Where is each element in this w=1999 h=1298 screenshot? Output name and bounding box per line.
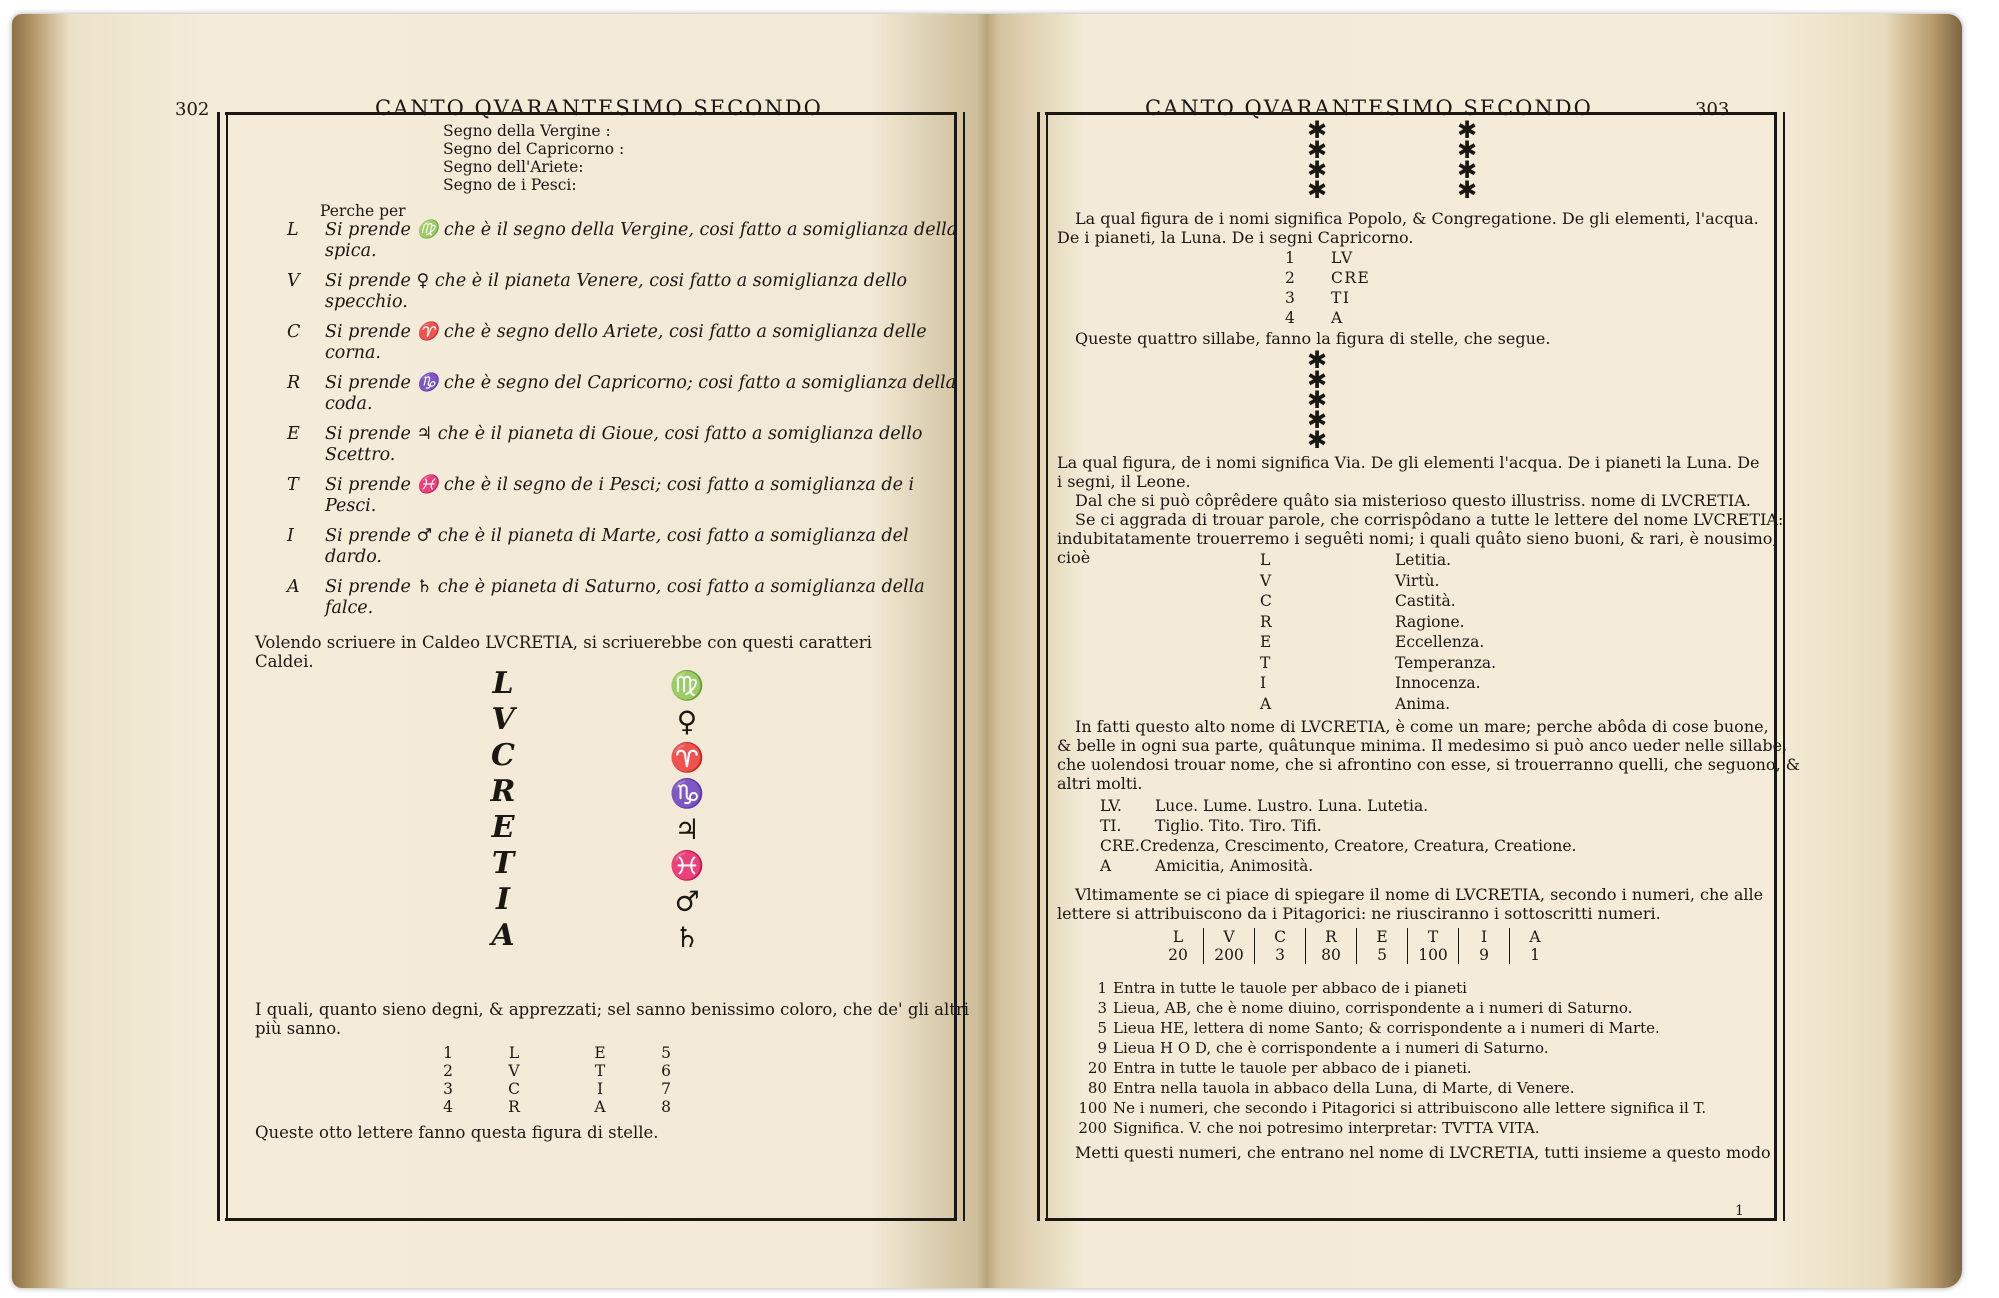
virtue-row bbox=[1260, 694, 1496, 715]
sign-aries: Segno dell'Ariete: bbox=[443, 158, 584, 176]
row-letter: I bbox=[596, 1080, 604, 1098]
virtue-row bbox=[1260, 673, 1496, 694]
letter-cell: T bbox=[1408, 928, 1459, 946]
right-frame-rule-right bbox=[1774, 112, 1785, 1221]
number-cell: 20 bbox=[1168, 946, 1188, 964]
number-cell: 3 bbox=[1255, 946, 1306, 964]
entry-line-cont: falce. bbox=[325, 598, 374, 618]
syllable-key: CRE. bbox=[1100, 837, 1140, 855]
right-running-title: CANTO QVARANTESIMO SECONDO bbox=[1145, 96, 1593, 120]
syllable-word-row bbox=[1100, 856, 1576, 876]
lucretia-letter: T bbox=[491, 846, 515, 881]
virtue-word: Innocenza. bbox=[1395, 674, 1481, 692]
chaldean-char: ♀ bbox=[676, 705, 698, 738]
star-mark: ✱ bbox=[1307, 386, 1328, 414]
star-mark: ✱ bbox=[1457, 116, 1478, 144]
entry-line-cont: dardo. bbox=[325, 547, 382, 567]
metti-line: Metti questi numeri, che entrano nel nome di LVCRETIA, tutti insieme a questo modo bbox=[1075, 1143, 1771, 1162]
virtue-row bbox=[1260, 632, 1496, 653]
infatti-line-2: & belle in ogni sua parte, quâtunque minima. Il medesimo si può anco ueder nelle sillabe, bbox=[1057, 736, 1788, 755]
infatti-line-3: che uolendosi trouar nome, che si afrontino con esse, si trouerranno quelli, che seguono, & bbox=[1057, 755, 1800, 774]
virtue-letter: V bbox=[1260, 571, 1272, 590]
virtue-letter: I bbox=[1260, 674, 1267, 692]
chaldean-characters bbox=[667, 668, 707, 956]
entry-line: Si prende ♃ che è il pianeta di Gioue, cosi fatto a somiglianza dello bbox=[325, 424, 923, 444]
lucretia-vertical bbox=[483, 666, 523, 954]
queste-quattro: Queste quattro sillabe, fanno la figura di stelle, che segue. bbox=[1075, 329, 1551, 348]
chaldean-char: ♍ bbox=[669, 669, 705, 702]
right-running-head bbox=[1045, 74, 1777, 120]
explanation-text: Entra in tutte le tauole per abbaco de i pianeti bbox=[1113, 979, 1467, 997]
table-row bbox=[1153, 928, 1560, 946]
entry-line: Si prende ♈ che è segno dello Ariete, cosi fatto a somiglianza delle bbox=[325, 322, 927, 342]
entry-line: Si prende ♓ che è il segno de i Pesci; cosi fatto a somiglianza de i bbox=[325, 475, 915, 495]
entry-line-cont: Scettro. bbox=[325, 445, 396, 465]
right-page-number: 303 bbox=[1695, 99, 1730, 120]
virtue-letter: E bbox=[1260, 633, 1272, 651]
syllable-words-text: Credenza, Crescimento, Creatore, Creatura, Creatione. bbox=[1140, 837, 1577, 855]
lucretia-letter: V bbox=[491, 702, 515, 737]
virtue-row bbox=[1260, 653, 1496, 674]
virtue-word: Anima. bbox=[1395, 694, 1450, 713]
star-mark: ✱ bbox=[1307, 156, 1328, 184]
chaldean-char: ♈ bbox=[669, 741, 705, 774]
syllable-word-row bbox=[1100, 796, 1576, 816]
number-cell: 9 bbox=[1459, 946, 1510, 964]
syllable-text: A bbox=[1331, 309, 1344, 327]
explanation-text: Ne i numeri, che secondo i Pitagorici si attribuiscono alle lettere significa il T. bbox=[1113, 1099, 1707, 1117]
chaldean-char: ♄ bbox=[674, 921, 700, 954]
virtue-row bbox=[1260, 612, 1496, 633]
entry-letter: A bbox=[287, 577, 300, 597]
catchword: 1 bbox=[1735, 1203, 1744, 1219]
table-row bbox=[425, 1062, 689, 1080]
virtue-word: Ragione. bbox=[1395, 612, 1465, 631]
syllable-row bbox=[1285, 248, 1370, 268]
explanation-text: Lieua H O D, che è corrispondente a i numeri di Saturno. bbox=[1113, 1039, 1549, 1057]
syllable-words-text: Luce. Lume. Lustro. Luna. Lutetia. bbox=[1155, 797, 1429, 815]
row-number: 1 bbox=[443, 1044, 453, 1062]
star-mark: ✱ bbox=[1307, 116, 1328, 144]
entry-letter: T bbox=[287, 475, 299, 495]
lucretia-letter: C bbox=[491, 738, 515, 773]
letter-cell: R bbox=[1306, 928, 1357, 946]
quali-line-2: più sanno. bbox=[255, 1019, 342, 1038]
explanation-number: 20 bbox=[1087, 1059, 1107, 1077]
se-ci-line-3: cioè bbox=[1057, 548, 1091, 567]
table-row bbox=[425, 1044, 689, 1062]
explanation-row bbox=[1073, 998, 1706, 1018]
entry-line-cont: coda. bbox=[325, 394, 373, 414]
virtue-word: Eccellenza. bbox=[1395, 633, 1485, 651]
row-number: 3 bbox=[443, 1080, 453, 1098]
row-letter: V bbox=[508, 1062, 520, 1080]
volendo-line-2: Caldei. bbox=[255, 652, 314, 671]
letter-cell: C bbox=[1255, 928, 1306, 946]
virtue-letter: T bbox=[1260, 653, 1271, 672]
chaldean-char: ♃ bbox=[674, 813, 700, 846]
sign-pisces: Segno de i Pesci: bbox=[443, 176, 577, 194]
syllable-number: 2 bbox=[1285, 269, 1295, 287]
star-mark: ✱ bbox=[1307, 426, 1328, 454]
entry-letter: C bbox=[287, 322, 301, 342]
entry-letter: I bbox=[287, 526, 294, 546]
syllable-row bbox=[1285, 308, 1370, 328]
virtue-word: Temperanza. bbox=[1395, 653, 1497, 672]
explanation-number: 9 bbox=[1097, 1039, 1107, 1057]
se-ci-line-2: indubitatamente trouerremo i seguêti nomi; i quali quâto sieno buoni, & rari, è nousimo, bbox=[1057, 529, 1778, 548]
star-mark: ✱ bbox=[1307, 136, 1328, 164]
table-row bbox=[425, 1098, 689, 1116]
syllable-number: 1 bbox=[1285, 249, 1295, 267]
figura2-line-1: La qual figura, de i nomi significa Via. De gli elementi l'acqua. De i pianeti la Luna. De bbox=[1057, 453, 1760, 472]
explanation-text: Entra nella tauola in abbaco della Luna, di Marte, di Venere. bbox=[1113, 1079, 1575, 1097]
syllable-key: LV. bbox=[1100, 797, 1122, 815]
letter-cell: A bbox=[1510, 928, 1561, 946]
quali-line-1: I quali, quanto sieno degni, & apprezzati; sel sanno benissimo coloro, che de' gli altri bbox=[255, 1000, 970, 1019]
row-letter: C bbox=[508, 1080, 520, 1098]
syllable-row bbox=[1285, 288, 1370, 308]
number-cell: 5 bbox=[1357, 946, 1408, 964]
infatti-line-4: altri molti. bbox=[1057, 774, 1143, 793]
syllable-words bbox=[1100, 796, 1576, 876]
entry-line: Si prende ♂ che è il pianeta di Marte, cosi fatto a somiglianza del bbox=[325, 526, 909, 546]
row-number: 5 bbox=[661, 1044, 671, 1062]
figura1-line-1: La qual figura de i nomi significa Popolo, & Congregatione. De gli elementi, l'acqua. bbox=[1075, 209, 1759, 228]
number-cell: 80 bbox=[1306, 946, 1357, 964]
entry-letter: R bbox=[287, 373, 301, 393]
ultimamente-line-2: lettere si attribuiscono da i Pitagorici: ne riusciranno i sottoscritti numeri. bbox=[1057, 904, 1661, 923]
virtue-word: Castità. bbox=[1395, 592, 1456, 610]
explanation-row bbox=[1073, 1118, 1706, 1138]
explanation-text: Significa. V. che noi potresimo interpretar: TVTTA VITA. bbox=[1113, 1119, 1540, 1137]
sign-capricorn: Segno del Capricorno : bbox=[443, 140, 625, 158]
syllable-text: CRE bbox=[1331, 269, 1371, 287]
explanation-number: 1 bbox=[1097, 979, 1107, 997]
volendo-line-1: Volendo scriuere in Caldeo LVCRETIA, si scriuerebbe con questi caratteri bbox=[255, 633, 872, 652]
entry-line-cont: corna. bbox=[325, 343, 381, 363]
letter-cell: L bbox=[1172, 928, 1184, 946]
syllable-row bbox=[1285, 268, 1370, 288]
syllable-number: 4 bbox=[1285, 309, 1295, 327]
syllable-text: LV bbox=[1331, 249, 1354, 267]
star-letter-table bbox=[425, 1044, 689, 1116]
virtue-list bbox=[1260, 550, 1496, 714]
star-figure-2 bbox=[1307, 346, 1328, 454]
row-letter: E bbox=[594, 1044, 606, 1062]
syllable-number: 3 bbox=[1285, 289, 1295, 307]
table-row bbox=[1153, 946, 1560, 964]
row-letter: L bbox=[508, 1044, 520, 1062]
sign-virgo: Segno della Vergine : bbox=[443, 122, 611, 140]
left-page-number: 302 bbox=[175, 99, 210, 120]
lucretia-letter: R bbox=[490, 774, 516, 809]
left-running-title: CANTO QVARANTESIMO SECONDO bbox=[375, 96, 823, 120]
number-cell: 1 bbox=[1510, 946, 1561, 964]
syllable-text: TI bbox=[1331, 289, 1351, 307]
number-cell: 200 bbox=[1204, 946, 1255, 964]
syllable-list bbox=[1285, 248, 1370, 328]
virtue-letter: R bbox=[1260, 612, 1272, 631]
explanation-row bbox=[1073, 1098, 1706, 1118]
infatti-line-1: In fatti questo alto nome di LVCRETIA, è come un mare; perche abôda di cose buone, bbox=[1075, 717, 1769, 736]
row-number: 7 bbox=[661, 1080, 671, 1098]
syllable-word-row bbox=[1100, 816, 1576, 836]
row-number: 4 bbox=[443, 1098, 453, 1116]
number-cell: 100 bbox=[1408, 946, 1459, 964]
left-running-head bbox=[175, 74, 957, 120]
table-row bbox=[425, 1080, 689, 1098]
virtue-word: Virtù. bbox=[1395, 571, 1440, 590]
chaldean-char: ♑ bbox=[669, 777, 705, 810]
star-mark: ✱ bbox=[1457, 156, 1478, 184]
syllable-key: A bbox=[1100, 857, 1112, 875]
right-frame-rule-left bbox=[1037, 112, 1048, 1221]
lucretia-letter: L bbox=[492, 666, 514, 701]
virtue-letter: L bbox=[1260, 551, 1271, 569]
virtue-letter: C bbox=[1260, 592, 1272, 610]
row-number: 8 bbox=[661, 1098, 671, 1116]
letter-cell: E bbox=[1357, 928, 1408, 946]
syllable-word-row bbox=[1100, 836, 1576, 856]
virtue-row bbox=[1260, 550, 1496, 571]
explanation-row bbox=[1073, 1018, 1706, 1038]
star-mark: ✱ bbox=[1307, 346, 1328, 374]
chaldean-char: ♂ bbox=[674, 885, 700, 918]
ultimamente-line-1: Vltimamente se ci piace di spiegare il nome di LVCRETIA, secondo i numeri, che alle bbox=[1075, 885, 1764, 904]
lucretia-letter: A bbox=[491, 918, 515, 953]
right-page bbox=[1045, 54, 1800, 1239]
explanation-number: 5 bbox=[1097, 1019, 1107, 1037]
star-mark: ✱ bbox=[1307, 366, 1328, 394]
star-mark: ✱ bbox=[1457, 136, 1478, 164]
entry-letter: L bbox=[287, 220, 299, 240]
star-mark: ✱ bbox=[1307, 406, 1328, 434]
syllable-words-text: Amicitia, Animosità. bbox=[1155, 857, 1314, 875]
explanation-number: 80 bbox=[1087, 1079, 1107, 1097]
explanation-row bbox=[1073, 978, 1706, 998]
row-letter: R bbox=[508, 1098, 520, 1116]
entry-line-cont: spica. bbox=[325, 241, 377, 261]
explanation-number: 100 bbox=[1078, 1099, 1107, 1117]
row-number: 6 bbox=[661, 1062, 671, 1080]
left-frame-rule-left bbox=[217, 112, 228, 1221]
lucretia-letter: I bbox=[495, 882, 511, 917]
entry-line-cont: Pesci. bbox=[325, 496, 377, 516]
syllable-key: TI. bbox=[1100, 817, 1122, 835]
figura2-line-2: i segni, il Leone. bbox=[1057, 472, 1191, 491]
virtue-row bbox=[1260, 571, 1496, 592]
entry-line: Si prende ♑ che è segno del Capricorno; cosi fatto a somiglianza della bbox=[325, 373, 957, 393]
star-figure-1-left bbox=[1307, 116, 1328, 204]
row-letter: A bbox=[594, 1098, 606, 1116]
entry-letter: V bbox=[287, 271, 300, 291]
entry-line: Si prende ♍ che è il segno della Vergine, cosi fatto a somiglianza della bbox=[325, 220, 958, 240]
perche-per: Perche per bbox=[320, 202, 406, 220]
explanation-text: Lieua, AB, che è nome diuino, corrispondente a i numeri di Saturno. bbox=[1113, 999, 1633, 1017]
chaldean-char: ♓ bbox=[669, 849, 705, 882]
row-number: 2 bbox=[443, 1062, 453, 1080]
virtue-letter: A bbox=[1260, 694, 1272, 713]
virtue-row bbox=[1260, 591, 1496, 612]
row-letter: T bbox=[594, 1062, 606, 1080]
explanation-list bbox=[1073, 978, 1706, 1138]
lucretia-letter: E bbox=[491, 810, 515, 845]
pythagorean-number-table bbox=[1153, 928, 1560, 964]
dal-che: Dal che si può côprêdere quâto sia misterioso questo illustriss. nome di LVCRETIA. bbox=[1075, 491, 1751, 510]
entry-line: Si prende ♄ che è pianeta di Saturno, cosi fatto a somiglianza della bbox=[325, 577, 925, 597]
explanation-row bbox=[1073, 1078, 1706, 1098]
explanation-text: Lieua HE, lettera di nome Santo; & corrispondente a i numeri di Marte. bbox=[1113, 1019, 1660, 1037]
star-figure-1-right bbox=[1457, 116, 1478, 204]
explanation-row bbox=[1073, 1038, 1706, 1058]
syllable-words-text: Tiglio. Tito. Tiro. Tifi. bbox=[1155, 817, 1322, 835]
entry-line: Si prende ♀ che è il pianeta Venere, cosi fatto a somiglianza dello bbox=[325, 271, 908, 291]
entry-letter: E bbox=[287, 424, 300, 444]
star-mark: ✱ bbox=[1457, 176, 1478, 204]
letter-cell: I bbox=[1459, 928, 1510, 946]
entry-line-cont: specchio. bbox=[325, 292, 408, 312]
left-frame-rule-right bbox=[954, 112, 965, 1221]
figura1-line-2: De i pianeti, la Luna. De i segni Capricorno. bbox=[1057, 228, 1414, 247]
left-page bbox=[175, 54, 970, 1239]
explanation-text: Entra in tutte le tauole per abbaco de i pianeti. bbox=[1113, 1059, 1472, 1077]
explanation-row bbox=[1073, 1058, 1706, 1078]
explanation-number: 3 bbox=[1097, 999, 1107, 1017]
se-ci-line-1: Se ci aggrada di trouar parole, che corrispôdano a tutte le lettere del nome LVCRETIA: bbox=[1075, 510, 1784, 529]
star-mark: ✱ bbox=[1307, 176, 1328, 204]
queste-otto: Queste otto lettere fanno questa figura di stelle. bbox=[255, 1123, 659, 1142]
virtue-word: Letitia. bbox=[1395, 551, 1452, 569]
explanation-number: 200 bbox=[1078, 1119, 1107, 1137]
open-book bbox=[12, 14, 1962, 1288]
letter-cell: V bbox=[1204, 928, 1255, 946]
